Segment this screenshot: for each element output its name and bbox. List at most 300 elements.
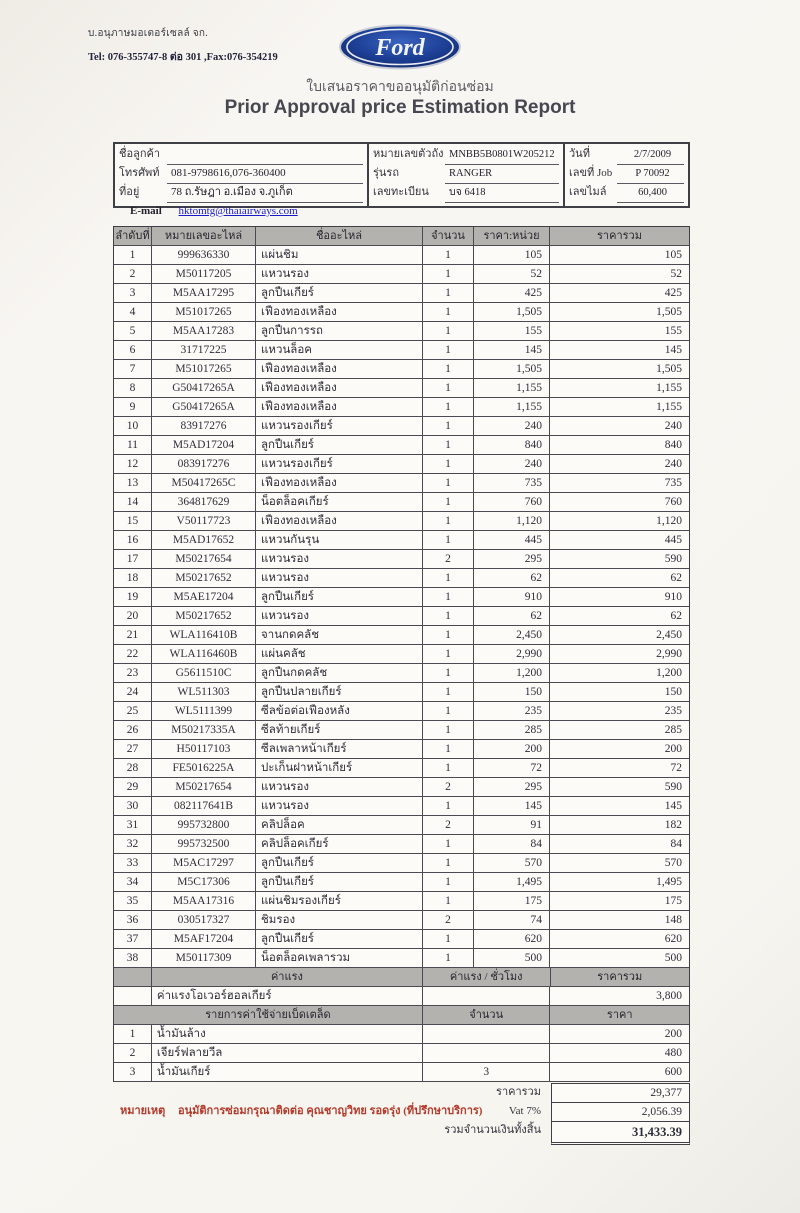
table-cell-unit_price: 175: [474, 892, 550, 910]
table-cell-no: 33: [114, 854, 152, 872]
table-cell-total: 760: [664, 496, 682, 508]
table-cell-total: 2,450: [656, 629, 682, 641]
table-cell-unit_price: 735: [474, 474, 550, 492]
table-cell-qty: 2: [423, 911, 474, 929]
table-cell-name: คลิปล็อคเกียร์: [256, 835, 423, 853]
labor-row-no: [114, 987, 152, 1005]
labor-row-name: ค่าแรงโอเวอร์ฮอลเกียร์: [152, 987, 423, 1005]
table-cell-name: แหวนรอง: [256, 778, 423, 796]
table-cell-total: 590: [664, 781, 682, 793]
approval-note: [120, 1101, 550, 1119]
table-cell-part_no: WL511303: [152, 683, 256, 701]
table-cell-unit_price: 200: [474, 740, 550, 758]
misc-table-body: [114, 1025, 689, 1082]
model-value: RANGER: [445, 165, 559, 184]
table-cell-total: 840: [664, 439, 682, 451]
job-number-label: เลขที่ Job: [569, 167, 613, 179]
labor-header-spacer: [114, 968, 152, 986]
ford-logo-icon: [338, 24, 462, 70]
table-cell-total: 1,200: [656, 667, 682, 679]
table-cell-part_no: 995732800: [152, 816, 256, 834]
table-cell-name: ลูกปืนเกียร์: [256, 930, 423, 948]
table-row: [114, 607, 689, 626]
misc-header-label: รายการค่าใช้จ่ายเบ็ดเตล็ด: [114, 1006, 423, 1024]
table-cell-unit_price: 240: [474, 455, 550, 473]
column-header-no: ลำดับที่: [114, 227, 152, 245]
table-cell-total: 145: [664, 800, 682, 812]
table-cell-total: 1,505: [656, 306, 682, 318]
table-cell-unit_price: 145: [474, 341, 550, 359]
table-cell-qty: 1: [423, 512, 474, 530]
table-cell-name: แผ่นชิม: [256, 246, 423, 264]
labor-header-label: ค่าแรง: [152, 968, 423, 986]
table-cell-unit_price: 910: [474, 588, 550, 606]
table-row: [114, 569, 689, 588]
mileage-label: เลขไมล์: [569, 186, 607, 198]
table-cell-no: 26: [114, 721, 152, 739]
table-cell-total: 72: [670, 762, 682, 774]
table-cell-name: เจียร์ฟลายวีล: [152, 1044, 423, 1062]
table-cell-part_no: M50117205: [152, 265, 256, 283]
table-cell-total: 52: [670, 268, 682, 280]
table-cell-part_no: V50117723: [152, 512, 256, 530]
table-cell-qty: 1: [423, 455, 474, 473]
table-cell-part_no: M5AD17204: [152, 436, 256, 454]
table-cell-total: 182: [664, 819, 682, 831]
table-row: [114, 455, 689, 474]
table-row: [114, 949, 689, 968]
labor-row: [114, 987, 689, 1006]
table-cell-no: 19: [114, 588, 152, 606]
table-cell-total: 240: [664, 420, 682, 432]
table-cell-total: 735: [664, 477, 682, 489]
table-cell-total: 1,155: [656, 401, 682, 413]
table-cell-part_no: WLA116460B: [152, 645, 256, 663]
table-cell-part_no: M50117309: [152, 949, 256, 967]
table-cell-qty: 1: [423, 930, 474, 948]
table-row: [114, 1025, 689, 1044]
table-cell-part_no: G50417265A: [152, 379, 256, 397]
table-cell-part_no: 030517327: [152, 911, 256, 929]
table-cell-part_no: 082117641B: [152, 797, 256, 815]
column-header-part-name: ชื่ออะไหล่: [256, 227, 423, 245]
table-row: [114, 664, 689, 683]
table-cell-name: ซีลเพลาหน้าเกียร์: [256, 740, 423, 758]
table-cell-qty: 1: [423, 740, 474, 758]
table-cell-qty: 1: [423, 626, 474, 644]
table-cell-no: 1: [114, 1025, 152, 1043]
table-cell-unit_price: 155: [474, 322, 550, 340]
table-cell-no: 34: [114, 873, 152, 891]
table-cell-part_no: H50117103: [152, 740, 256, 758]
table-cell-no: 27: [114, 740, 152, 758]
table-cell-part_no: M50417265C: [152, 474, 256, 492]
table-cell-part_no: WLA116410B: [152, 626, 256, 644]
table-cell-qty: 1: [423, 588, 474, 606]
table-row: [114, 911, 689, 930]
address-value: 78 ถ.รัษฎา อ.เมือง จ.ภูเก็ต: [167, 184, 363, 203]
table-cell-unit_price: 1,120: [474, 512, 550, 530]
table-cell-name: แหวนรอง: [256, 550, 423, 568]
table-cell-name: เฟืองทองเหลือง: [256, 303, 423, 321]
table-cell-unit_price: 52: [474, 265, 550, 283]
table-row: [114, 1044, 689, 1063]
table-cell-unit_price: 1,495: [474, 873, 550, 891]
table-row: [114, 588, 689, 607]
table-cell-name: ชิมรอง: [256, 911, 423, 929]
table-cell-unit_price: 235: [474, 702, 550, 720]
table-cell-no: 16: [114, 531, 152, 549]
mileage-value: 60,400: [617, 184, 684, 203]
vehicle-info-box: [367, 144, 563, 206]
table-cell-part_no: WL5111399: [152, 702, 256, 720]
table-cell-total: 590: [664, 553, 682, 565]
grand-total-label: รวมจำนวนเงินทั้งสิ้น: [444, 1124, 541, 1136]
labor-header-rate: ค่าแรง / ชั่วโมง: [423, 968, 551, 986]
table-cell-no: 22: [114, 645, 152, 663]
table-cell-qty: 1: [423, 873, 474, 891]
table-cell-part_no: M5C17306: [152, 873, 256, 891]
table-row: [114, 512, 689, 531]
table-row: [114, 398, 689, 417]
table-cell-qty: 1: [423, 303, 474, 321]
table-cell-name: ลูกปืนเกียร์: [256, 284, 423, 302]
date-label: วันที่: [569, 148, 590, 160]
table-row: [114, 303, 689, 322]
subtotal-row: [113, 1083, 690, 1102]
table-cell-qty: 1: [423, 531, 474, 549]
table-cell-part_no: M5AA17283: [152, 322, 256, 340]
table-cell-unit_price: 1,200: [474, 664, 550, 682]
table-cell-unit_price: 760: [474, 493, 550, 511]
table-row: [114, 892, 689, 911]
table-cell-unit_price: 1,155: [474, 379, 550, 397]
table-row: [114, 645, 689, 664]
table-row: [114, 816, 689, 835]
table-cell-name: เฟืองทองเหลือง: [256, 474, 423, 492]
table-cell-no: 17: [114, 550, 152, 568]
table-cell-name: แหวนรองเกียร์: [256, 455, 423, 473]
job-number-value: P 70092: [617, 165, 684, 184]
table-cell-no: 28: [114, 759, 152, 777]
table-cell-no: 30: [114, 797, 152, 815]
table-cell-qty: 1: [423, 835, 474, 853]
table-cell-qty: 1: [423, 417, 474, 435]
table-cell-price: 200: [664, 1028, 682, 1040]
subtotal-label: ราคารวม: [496, 1086, 541, 1098]
table-cell-no: 2: [114, 1044, 152, 1062]
table-cell-unit_price: 1,505: [474, 360, 550, 378]
column-header-qty: จำนวน: [423, 227, 474, 245]
table-cell-unit_price: 500: [474, 949, 550, 967]
table-cell-no: 25: [114, 702, 152, 720]
table-row: [114, 835, 689, 854]
table-cell-part_no: M51017265: [152, 303, 256, 321]
table-cell-total: 1,505: [656, 363, 682, 375]
table-cell-part_no: G5611510C: [152, 664, 256, 682]
table-row: [114, 797, 689, 816]
table-row: [114, 873, 689, 892]
table-cell-no: 4: [114, 303, 152, 321]
table-cell-total: 445: [664, 534, 682, 546]
table-cell-total: 1,495: [656, 876, 682, 888]
table-cell-name: ลูกปืนเกียร์: [256, 854, 423, 872]
table-cell-unit_price: 91: [474, 816, 550, 834]
table-cell-name: น้ำมันเกียร์: [152, 1063, 423, 1081]
table-cell-part_no: M50217654: [152, 550, 256, 568]
company-info: [88, 26, 278, 65]
labor-row-rate: [423, 987, 551, 1005]
table-cell-total: 910: [664, 591, 682, 603]
table-cell-no: 32: [114, 835, 152, 853]
table-row: [114, 854, 689, 873]
table-cell-total: 200: [664, 743, 682, 755]
table-cell-no: 20: [114, 607, 152, 625]
table-cell-total: 620: [664, 933, 682, 945]
table-cell-name: ลูกปืนปลายเกียร์: [256, 683, 423, 701]
email-label: E-mail: [130, 205, 162, 217]
table-cell-name: แหวนรอง: [256, 797, 423, 815]
column-header-unit-price: ราคา:หน่วย: [474, 227, 550, 245]
table-cell-qty: 1: [423, 265, 474, 283]
table-cell-name: เฟืองทองเหลือง: [256, 379, 423, 397]
table-row: [114, 531, 689, 550]
table-cell-qty: 1: [423, 759, 474, 777]
model-label: รุ่นรถ: [373, 167, 399, 179]
table-cell-name: ปะเก็นฝาหน้าเกียร์: [256, 759, 423, 777]
column-header-part-number: หมายเลขอะไหล่: [152, 227, 256, 245]
table-cell-qty: 1: [423, 721, 474, 739]
table-cell-qty: [423, 1025, 551, 1043]
table-cell-qty: 1: [423, 379, 474, 397]
table-cell-name: เฟืองทองเหลือง: [256, 512, 423, 530]
table-cell-name: ลูกปืนการรถ: [256, 322, 423, 340]
table-cell-name: เฟืองทองเหลือง: [256, 360, 423, 378]
table-cell-no: 6: [114, 341, 152, 359]
table-cell-no: 3: [114, 284, 152, 302]
table-cell-total: 240: [664, 458, 682, 470]
table-cell-part_no: 999636330: [152, 246, 256, 264]
table-cell-no: 7: [114, 360, 152, 378]
table-cell-unit_price: 105: [474, 246, 550, 264]
table-cell-unit_price: 285: [474, 721, 550, 739]
table-cell-part_no: 083917276: [152, 455, 256, 473]
phone-label: โทรศัพท์: [119, 167, 160, 179]
table-cell-qty: 1: [423, 284, 474, 302]
table-row: [114, 550, 689, 569]
table-cell-qty: 1: [423, 474, 474, 492]
chassis-value: MNBB5B0801W205212: [445, 146, 559, 165]
table-cell-total: 145: [664, 344, 682, 356]
table-cell-no: 2: [114, 265, 152, 283]
table-row: [114, 265, 689, 284]
labor-header-row: [114, 968, 689, 987]
vat-value: 2,056.39: [551, 1102, 690, 1121]
table-cell-total: 425: [664, 287, 682, 299]
table-cell-part_no: M5AE17204: [152, 588, 256, 606]
table-row: [114, 322, 689, 341]
table-cell-name: ลูกปืนเกียร์: [256, 436, 423, 454]
table-cell-qty: 1: [423, 645, 474, 663]
misc-header-price: ราคา: [550, 1006, 689, 1024]
parts-table-body: [114, 246, 689, 968]
company-tel-fax: Tel: 076-355747-8 ต่อ 301 ,Fax:076-354219: [88, 52, 278, 63]
plate-label: เลขทะเบียน: [373, 186, 429, 198]
table-cell-no: 23: [114, 664, 152, 682]
table-cell-total: 2,990: [656, 648, 682, 660]
table-cell-part_no: M50217654: [152, 778, 256, 796]
table-cell-total: 62: [670, 572, 682, 584]
table-cell-name: แหวนรอง: [256, 569, 423, 587]
table-cell-unit_price: 240: [474, 417, 550, 435]
table-cell-unit_price: 150: [474, 683, 550, 701]
table-cell-no: 9: [114, 398, 152, 416]
table-cell-qty: 1: [423, 664, 474, 682]
table-row: [114, 683, 689, 702]
table-cell-qty: [423, 1044, 551, 1062]
table-cell-name: แหวนกันรุน: [256, 531, 423, 549]
subtotal-value: 29,377: [551, 1083, 690, 1102]
table-cell-part_no: 995732500: [152, 835, 256, 853]
table-cell-part_no: 83917276: [152, 417, 256, 435]
table-cell-qty: 1: [423, 702, 474, 720]
table-row: [114, 1063, 689, 1082]
table-cell-qty: 1: [423, 322, 474, 340]
table-cell-qty: 1: [423, 683, 474, 701]
phone-value: 081-9798616,076-360400: [167, 165, 363, 184]
table-cell-name: แผ่นชิมรองเกียร์: [256, 892, 423, 910]
table-cell-total: 148: [664, 914, 682, 926]
table-cell-no: 18: [114, 569, 152, 587]
table-cell-part_no: 364817629: [152, 493, 256, 511]
table-cell-part_no: M51017265: [152, 360, 256, 378]
table-row: [114, 626, 689, 645]
table-cell-name: จานกดคลัช: [256, 626, 423, 644]
chassis-label: หมายเลขตัวถัง: [373, 148, 444, 160]
table-cell-unit_price: 84: [474, 835, 550, 853]
job-meta-box: [563, 144, 688, 206]
table-cell-part_no: M50217652: [152, 569, 256, 587]
table-cell-no: 31: [114, 816, 152, 834]
company-name: บ.อนุภาษมอเตอร์เซลล์ จก.: [88, 28, 209, 39]
table-cell-name: น้ำมันล้าง: [152, 1025, 423, 1043]
table-cell-no: 5: [114, 322, 152, 340]
table-cell-total: 500: [664, 952, 682, 964]
table-cell-unit_price: 445: [474, 531, 550, 549]
table-cell-unit_price: 425: [474, 284, 550, 302]
table-cell-name: เฟืองทองเหลือง: [256, 398, 423, 416]
misc-header-row: [114, 1006, 689, 1025]
table-cell-name: ซีลท้ายเกียร์: [256, 721, 423, 739]
table-cell-unit_price: 1,505: [474, 303, 550, 321]
table-cell-part_no: M50217335A: [152, 721, 256, 739]
table-row: [114, 778, 689, 797]
table-cell-part_no: M5AA17316: [152, 892, 256, 910]
table-cell-qty: 1: [423, 493, 474, 511]
table-cell-unit_price: 2,990: [474, 645, 550, 663]
table-row: [114, 246, 689, 265]
table-row: [114, 721, 689, 740]
customer-name-value: [167, 146, 363, 165]
table-cell-total: 62: [670, 610, 682, 622]
column-header-total: ราคารวม: [597, 230, 642, 242]
plate-value: บจ 6418: [445, 184, 559, 203]
table-cell-qty: 2: [423, 550, 474, 568]
table-cell-part_no: FE5016225A: [152, 759, 256, 777]
grand-total-value: 31,433.39: [551, 1121, 690, 1145]
table-cell-no: 37: [114, 930, 152, 948]
report-title-thai: ใบเสนอราคาขออนุมัติก่อนซ่อม: [306, 80, 494, 95]
table-row: [114, 341, 689, 360]
table-cell-part_no: M5AA17295: [152, 284, 256, 302]
table-cell-qty: 1: [423, 797, 474, 815]
table-cell-total: 285: [664, 724, 682, 736]
table-cell-qty: 1: [423, 341, 474, 359]
table-row: [114, 379, 689, 398]
table-cell-no: 12: [114, 455, 152, 473]
table-row: [114, 740, 689, 759]
table-cell-name: แผ่นคลัช: [256, 645, 423, 663]
table-cell-total: 570: [664, 857, 682, 869]
note-text: อนุมัติการซ่อมกรุณาติดต่อ คุณชาญวิทย รอดรุ่ง (ที่ปรึกษาบริการ): [178, 1105, 483, 1117]
table-cell-qty: 1: [423, 398, 474, 416]
table-cell-no: 1: [114, 246, 152, 264]
table-cell-total: 235: [664, 705, 682, 717]
table-cell-unit_price: 2,450: [474, 626, 550, 644]
table-cell-name: น็อตล็อคเกียร์: [256, 493, 423, 511]
table-cell-no: 11: [114, 436, 152, 454]
table-cell-no: 3: [114, 1063, 152, 1081]
table-cell-total: 84: [670, 838, 682, 850]
table-cell-no: 10: [114, 417, 152, 435]
email-link[interactable]: hktomtg@thaiairways.com: [178, 205, 298, 217]
table-row: [114, 417, 689, 436]
table-cell-name: คลิปล็อค: [256, 816, 423, 834]
table-cell-part_no: M5AF17204: [152, 930, 256, 948]
table-cell-part_no: M5AC17297: [152, 854, 256, 872]
table-cell-name: ซีลข้อต่อเฟืองหลัง: [256, 702, 423, 720]
table-cell-unit_price: 295: [474, 550, 550, 568]
address-label: ที่อยู่: [119, 186, 140, 198]
table-cell-part_no: 31717225: [152, 341, 256, 359]
report-title-english: Prior Approval price Estimation Report: [224, 97, 576, 118]
table-cell-unit_price: 62: [474, 569, 550, 587]
table-cell-no: 36: [114, 911, 152, 929]
table-cell-name: ลูกปืนกดคลัช: [256, 664, 423, 682]
table-row: [114, 284, 689, 303]
table-cell-part_no: G50417265A: [152, 398, 256, 416]
table-cell-qty: 2: [423, 816, 474, 834]
table-row: [114, 474, 689, 493]
grand-total-row: [113, 1121, 690, 1145]
table-cell-price: 480: [664, 1047, 682, 1059]
misc-header-qty: จำนวน: [423, 1006, 551, 1024]
table-cell-no: 21: [114, 626, 152, 644]
table-cell-qty: 1: [423, 246, 474, 264]
table-cell-no: 38: [114, 949, 152, 967]
table-cell-no: 29: [114, 778, 152, 796]
parts-table: [113, 226, 690, 1082]
table-cell-unit_price: 145: [474, 797, 550, 815]
table-cell-unit_price: 620: [474, 930, 550, 948]
table-row: [114, 930, 689, 949]
table-cell-qty: 1: [423, 569, 474, 587]
table-cell-qty: 1: [423, 949, 474, 967]
table-cell-unit_price: 570: [474, 854, 550, 872]
table-cell-part_no: M50217652: [152, 607, 256, 625]
job-info-section: [113, 142, 690, 208]
labor-row-total: 3,800: [656, 990, 682, 1002]
